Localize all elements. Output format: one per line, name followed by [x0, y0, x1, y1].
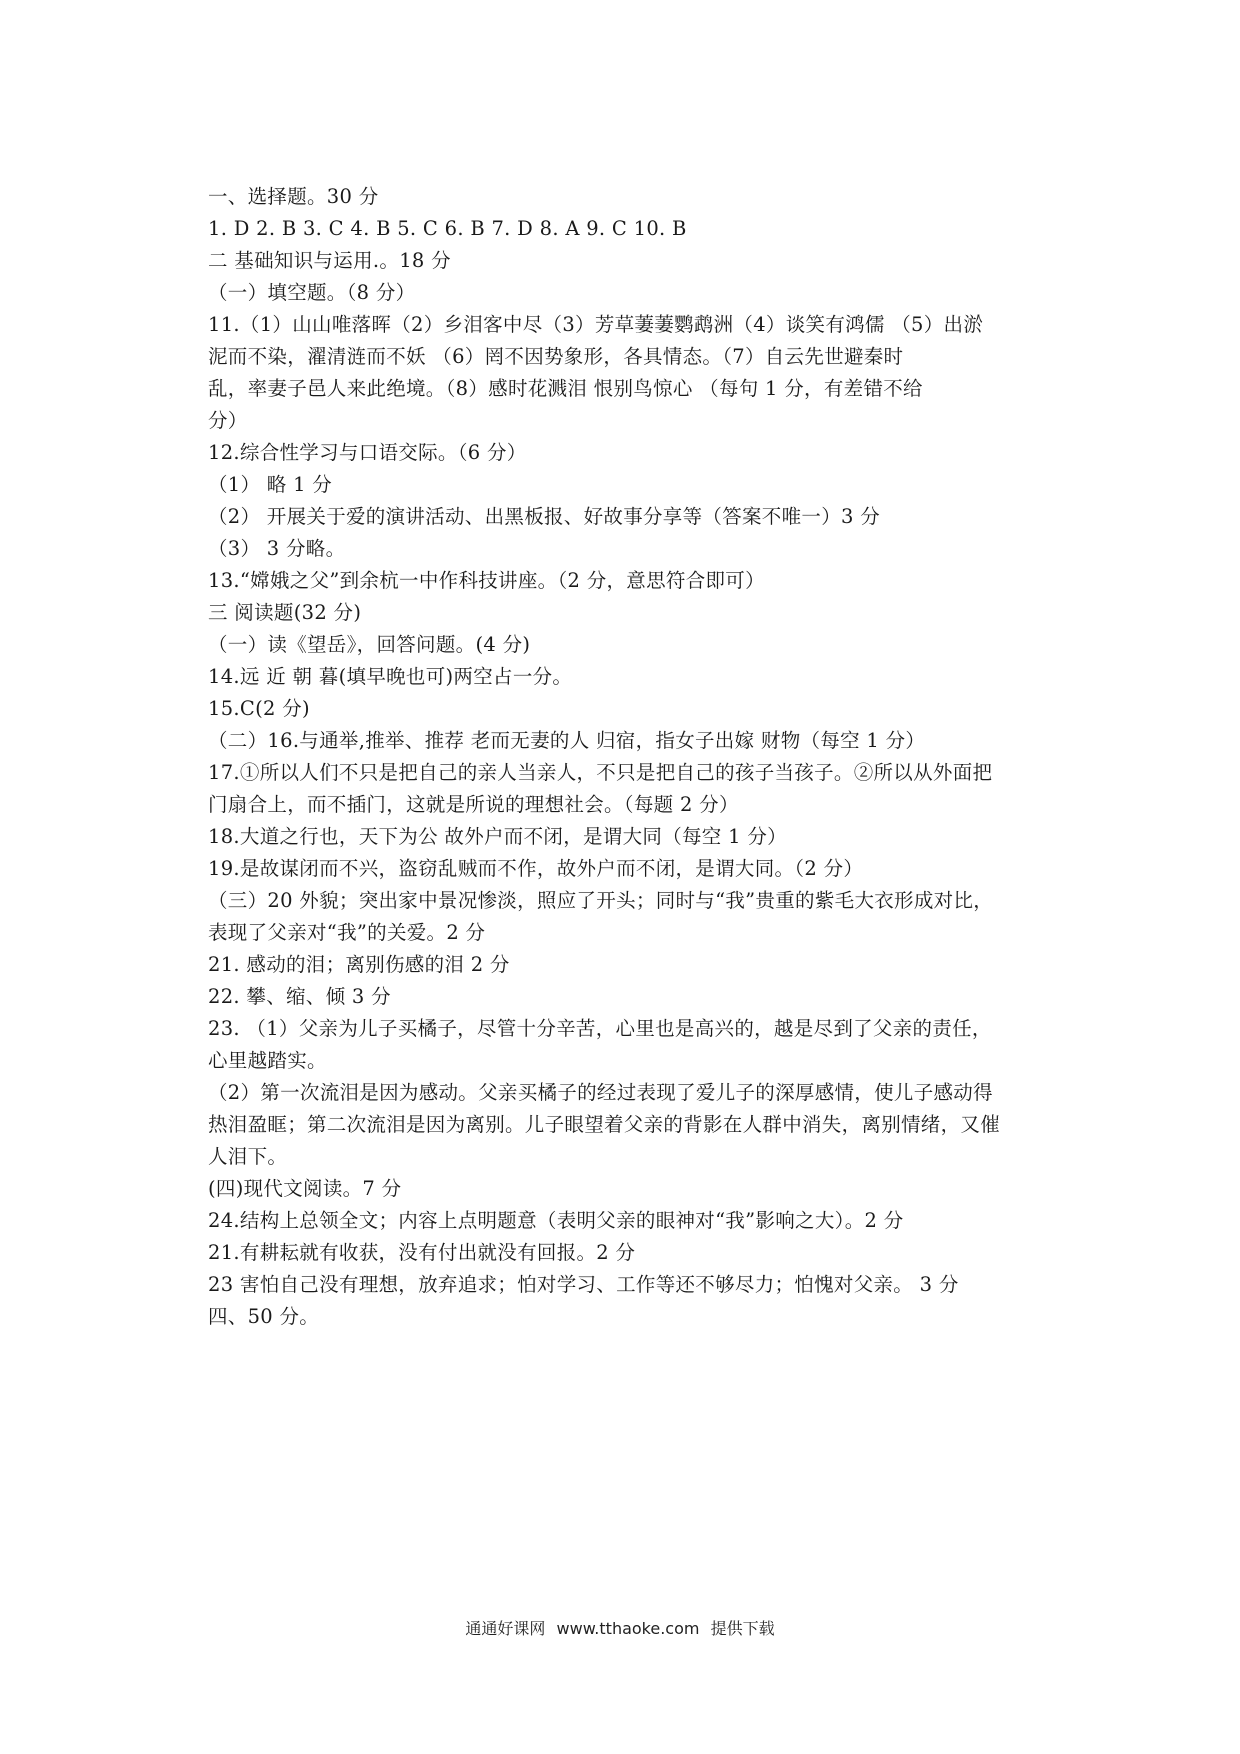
answer-line: （1） 略 1 分: [208, 473, 333, 496]
answer-line: 12.综合性学习与口语交际。（6 分）: [208, 441, 527, 464]
section-heading: 三 阅读题(32 分): [208, 601, 362, 624]
answer-line: 心里越踏实。: [208, 1049, 327, 1072]
answer-line: 热泪盈眶；第二次流泪是因为离别。儿子眼望着父亲的背影在人群中消失，离别情绪，又催: [208, 1113, 1001, 1136]
answer-line: 15.C(2 分): [208, 697, 310, 720]
section-heading: 四、50 分。: [208, 1305, 320, 1328]
answer-line: 17.①所以人们不只是把自己的亲人当亲人，不只是把自己的孩子当孩子。②所以从外面把: [208, 761, 993, 784]
answer-line: 1. D 2. B 3. C 4. B 5. C 6. B 7. D 8. A 9. C 10. B: [208, 217, 687, 240]
answer-line: 24.结构上总领全文；内容上点明题意（表明父亲的眼神对“我”影响之大）。2 分: [208, 1209, 904, 1232]
answer-line: 21. 感动的泪；离别伤感的泪 2 分: [208, 953, 510, 976]
section-heading: 二 基础知识与运用.。18 分: [208, 249, 451, 272]
answer-line: （三）20 外貌；突出家中景况惨淡，照应了开头；同时与“我”贵重的紫毛大衣形成对比，: [208, 889, 994, 912]
answer-line: （2） 开展关于爱的演讲活动、出黑板报、好故事分享等（答案不唯一）3 分: [208, 505, 881, 528]
footer-suffix: 提供下载: [710, 1619, 775, 1638]
answer-line: 门扇合上，而不插门，这就是所说的理想社会。（每题 2 分）: [208, 793, 739, 816]
answer-line: 13.“嫦娥之父”到余杭一中作科技讲座。（2 分，意思符合即可）: [208, 569, 765, 592]
footer-url: www.tthaoke.com: [556, 1619, 700, 1638]
answer-line: （二）16.与通举,推举、推荐 老而无妻的人 归宿，指女子出嫁 财物（每空 1 分）: [208, 729, 926, 752]
subsection-heading: （一）填空题。（8 分）: [208, 281, 416, 304]
answer-line: 22. 攀、缩、倾 3 分: [208, 985, 391, 1008]
page-footer: [0, 1616, 1240, 1639]
answer-line: 泥而不染，濯清涟而不妖 （6）罔不因势象形，各具情态。（7）自云先世避秦时: [208, 345, 904, 368]
answer-line: 14.远 近 朝 暮(填早晚也可)两空占一分。: [208, 665, 573, 688]
answer-line: （3） 3 分略。: [208, 537, 346, 560]
answer-line: 11.（1）山山唯落晖（2）乡泪客中尽（3）芳草萋萋鹦鹉洲（4）谈笑有鸿儒 （5）出淤: [208, 313, 984, 336]
footer-site-name: 通通好课网: [465, 1619, 546, 1638]
answer-line: 23 害怕自己没有理想，放弃追求；怕对学习、工作等还不够尽力；怕愧对父亲。 3 分: [208, 1273, 959, 1296]
answer-line: 21.有耕耘就有收获，没有付出就没有回报。2 分: [208, 1241, 636, 1264]
answer-line: 19.是故谋闭而不兴，盗窃乱贼而不作，故外户而不闭，是谓大同。（2 分）: [208, 857, 864, 880]
answer-line: 乱，率妻子邑人来此绝境。（8）感时花溅泪 恨别鸟惊心 （每句 1 分，有差错不给: [208, 377, 923, 400]
answer-line: 表现了父亲对“我”的关爱。2 分: [208, 921, 486, 944]
answer-line: （2）第一次流泪是因为感动。父亲买橘子的经过表现了爱儿子的深厚感情，使儿子感动得: [208, 1081, 993, 1104]
section-heading: 一、选择题。30 分: [208, 185, 379, 208]
answer-line: 分）: [208, 409, 248, 432]
answer-line: 18.大道之行也，天下为公 故外户而不闭，是谓大同（每空 1 分）: [208, 825, 787, 848]
answer-key-body: [208, 181, 1078, 1333]
subsection-heading: （一）读《望岳》，回答问题。(4 分): [208, 633, 531, 656]
answer-line: 人泪下。: [208, 1145, 288, 1168]
subsection-heading: (四)现代文阅读。7 分: [208, 1177, 402, 1200]
answer-line: 23. （1）父亲为儿子买橘子，尽管十分辛苦，心里也是高兴的，越是尽到了父亲的责任，: [208, 1017, 992, 1040]
